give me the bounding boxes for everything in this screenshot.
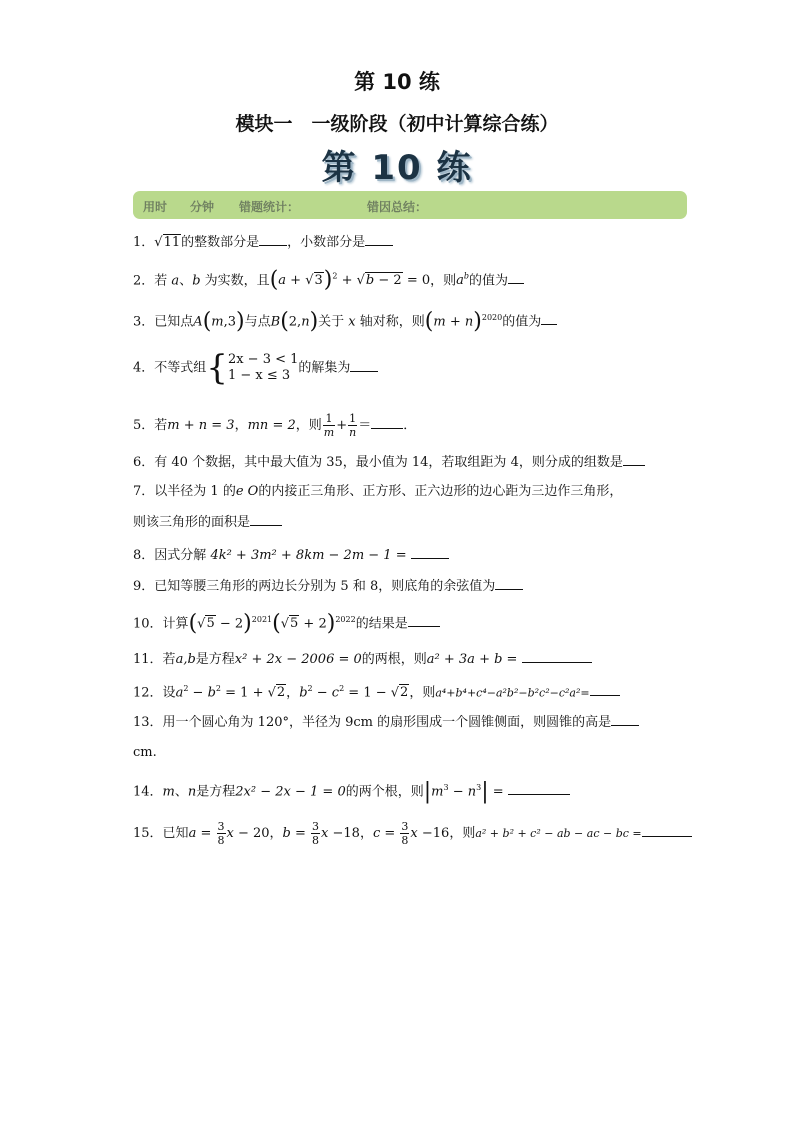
question-6: 6．有 40 个数据，其中最大值为 35，最小值为 14，若取组距为 4，则分成的组数是	[133, 453, 645, 472]
question-5: 5．若m + n = 3，mn = 2，则 $\frac{1}{m}$ + $\frac{1}{n}$ ＝ ．	[133, 412, 417, 439]
sqrt-11: √11	[154, 235, 181, 250]
circle-o: e O	[235, 484, 259, 499]
question-14: 14．m、n是方程2x² − 2x − 1 = 0的两个根，则$|m^3 - n^3|$ =	[133, 779, 570, 801]
inequality-system: 2x − 3 < 1 1 − x ≤ 3	[227, 352, 299, 383]
question-13-line-2: cm.	[133, 745, 157, 760]
question-1: 1．√11的整数部分是 ，小数部分是	[133, 233, 393, 252]
record-bar	[133, 191, 687, 219]
question-9: 9．已知等腰三角形的两边长分别为 5 和 8，则底角的余弦值为	[133, 577, 523, 596]
question-7: 7．以半径为 1 的e O的内接正三角形、正方形、正六边形的边心距为三边作三角形，	[133, 484, 623, 499]
question-10: 10．计算$(√5 - 2)^{2021}(√5 + 2)^{2022}$的结果是	[133, 611, 440, 633]
error-count-label: 错题统计：	[239, 200, 300, 214]
question-3: 3．已知点A(m,3)与点B(2,n)关于 x 轴对称，则$(m + n)^{2020}$的值为	[133, 309, 557, 331]
module-subtitle: 模块一 一级阶段（初中计算综合练）	[235, 113, 559, 135]
fraction-1-over-m: $\frac{1}{m}$	[323, 412, 335, 439]
question-13: 13．用一个圆心角为 120°，半径为 9cm 的扇形围成一个圆锥侧面，则圆锥的高是	[133, 713, 639, 732]
page-title: 第 10 练	[354, 70, 440, 94]
fraction-1-over-n: $\frac{1}{n}$	[349, 412, 357, 439]
time-label: 用时	[143, 200, 168, 214]
question-15: 15．已知a = $\frac{3}{8}$ x − 20，b = $\frac{3}{8}$ x −18，c = $\frac{3}{8}$ x −16，则a² + b² + c² − ab − ac − bc =	[133, 820, 692, 847]
question-7-line-2: 则该三角形的面积是	[133, 513, 282, 532]
question-8: 8．因式分解 4k² + 3m² + 8km − 2m − 1 =	[133, 546, 449, 565]
question-11: 11．若a,b是方程x² + 2x − 2006 = 0的两根，则a² + 3a + b =	[133, 650, 592, 669]
equation: $(a + √3)^2 + √b - 2 = 0$	[269, 267, 431, 293]
question-4: 4．不等式组{ 2x − 3 < 1 1 − x ≤ 3 的解集为	[133, 352, 378, 384]
minute-label: 分钟	[190, 200, 215, 214]
question-2: 2．若 a、b 为实数，且$(a + √3)^2 + √b - 2 = 0$，则$a^b$的值为	[133, 268, 524, 290]
error-reason-label: 错因总结：	[367, 200, 428, 214]
title-banner: 第 10 练	[321, 148, 473, 188]
question-12: 12．设$a^2 - b^2 = 1 + √2$，$b^2 - c^2 = 1 - √2$，则a⁴+b⁴+c⁴−a²b²−b²c²−c²a²=	[133, 680, 620, 702]
